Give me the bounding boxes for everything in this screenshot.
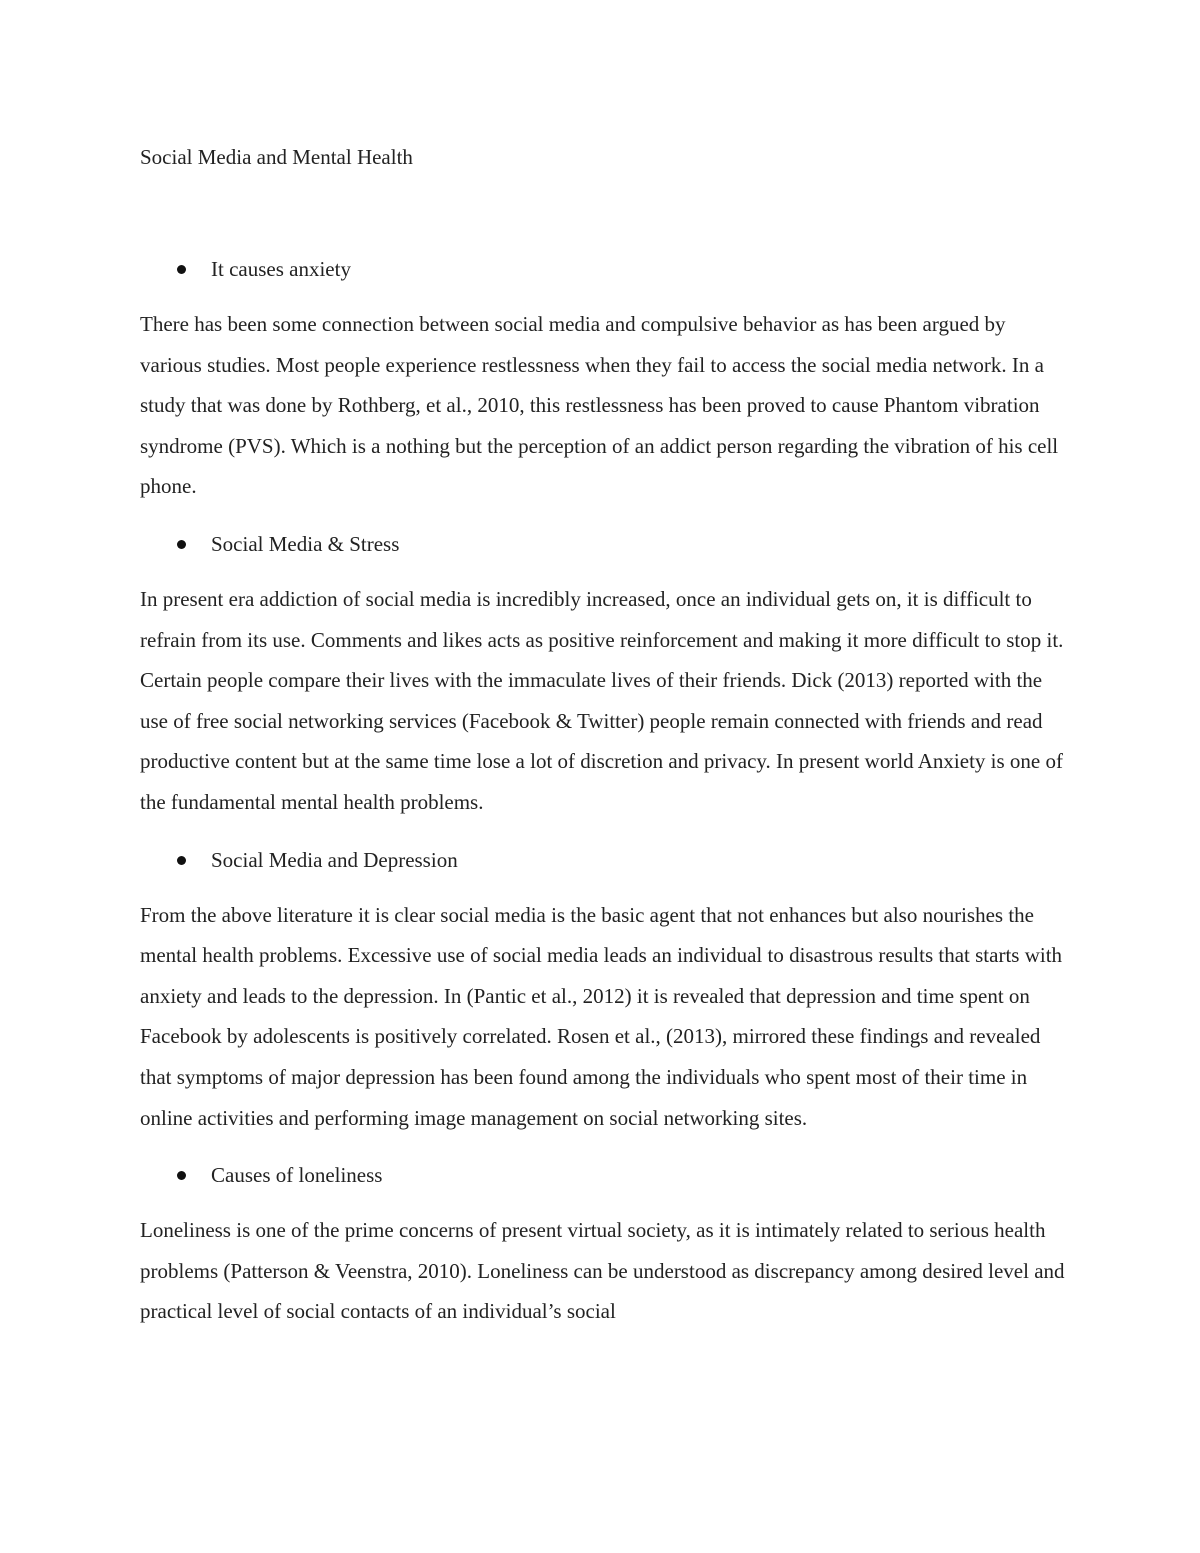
bullet-icon — [177, 540, 186, 549]
section-paragraph: In present era addiction of social media is incredibly increased, once an individual gets on, it is difficult to refrain from its use. Comments and likes acts as positive reinforcement and making it more difficult to stop it. Certain people compare their lives with the immaculate lives of their friends. Dick (2013) reported with the use of free social networking services (Facebook & Twitter) people remain connected with friends and read productive content but at the same time lose a lot of discretion and privacy. In present world Anxiety is one of the fundamental mental health problems. — [140, 586, 1064, 814]
document-body — [140, 140, 1065, 1332]
bullet-heading — [140, 252, 1065, 286]
bullet-heading — [140, 843, 1065, 877]
section-paragraph: There has been some connection between social media and compulsive behavior as has been argued by various studies. Most people experience restlessness when they fail to access the social media network. In a study that was done by Rothberg, et al., 2010, this restlessness has been proved to cause Phantom vibration syndrome (PVS). Which is a nothing but the perception of an addict person regarding the vibration of his cell phone. — [140, 312, 1059, 499]
bullet-heading-text: It causes anxiety — [211, 257, 351, 281]
section-anxiety — [140, 252, 1065, 507]
bullet-heading-text: Social Media & Stress — [211, 531, 400, 556]
section-loneliness — [140, 1158, 1065, 1332]
bullet-heading — [140, 527, 1065, 561]
bullet-icon — [177, 1171, 186, 1180]
bullet-heading-text: Social Media and Depression — [211, 847, 458, 872]
section-depression — [140, 843, 1065, 1139]
document-title: Social Media and Mental Health — [140, 145, 413, 169]
section-stress — [140, 527, 1065, 823]
section-paragraph: Loneliness is one of the prime concerns of present virtual society, as it is intimately related to serious health problems (Patterson & Veenstra, 2010). Loneliness can be understood as discrepancy among desired level and practical level of social contacts of an individual’s social — [140, 1218, 1065, 1324]
bullet-heading-text: Causes of loneliness — [211, 1163, 383, 1188]
bullet-icon — [177, 856, 186, 865]
section-paragraph: From the above literature it is clear social media is the basic agent that not enhances but also nourishes the mental health problems. Excessive use of social media leads an individual to disastrous results that starts with anxiety and leads to the depression. In (Pantic et al., 2012) it is revealed that depression and time spent on Facebook by adolescents is positively correlated. Rosen et al., (2013), mirrored these findings and revealed that symptoms of major depression has been found among the individuals who spent most of their time in online activities and performing image management on social networking sites. — [140, 902, 1063, 1130]
bullet-heading — [140, 1158, 1065, 1192]
bullet-icon — [177, 265, 186, 274]
